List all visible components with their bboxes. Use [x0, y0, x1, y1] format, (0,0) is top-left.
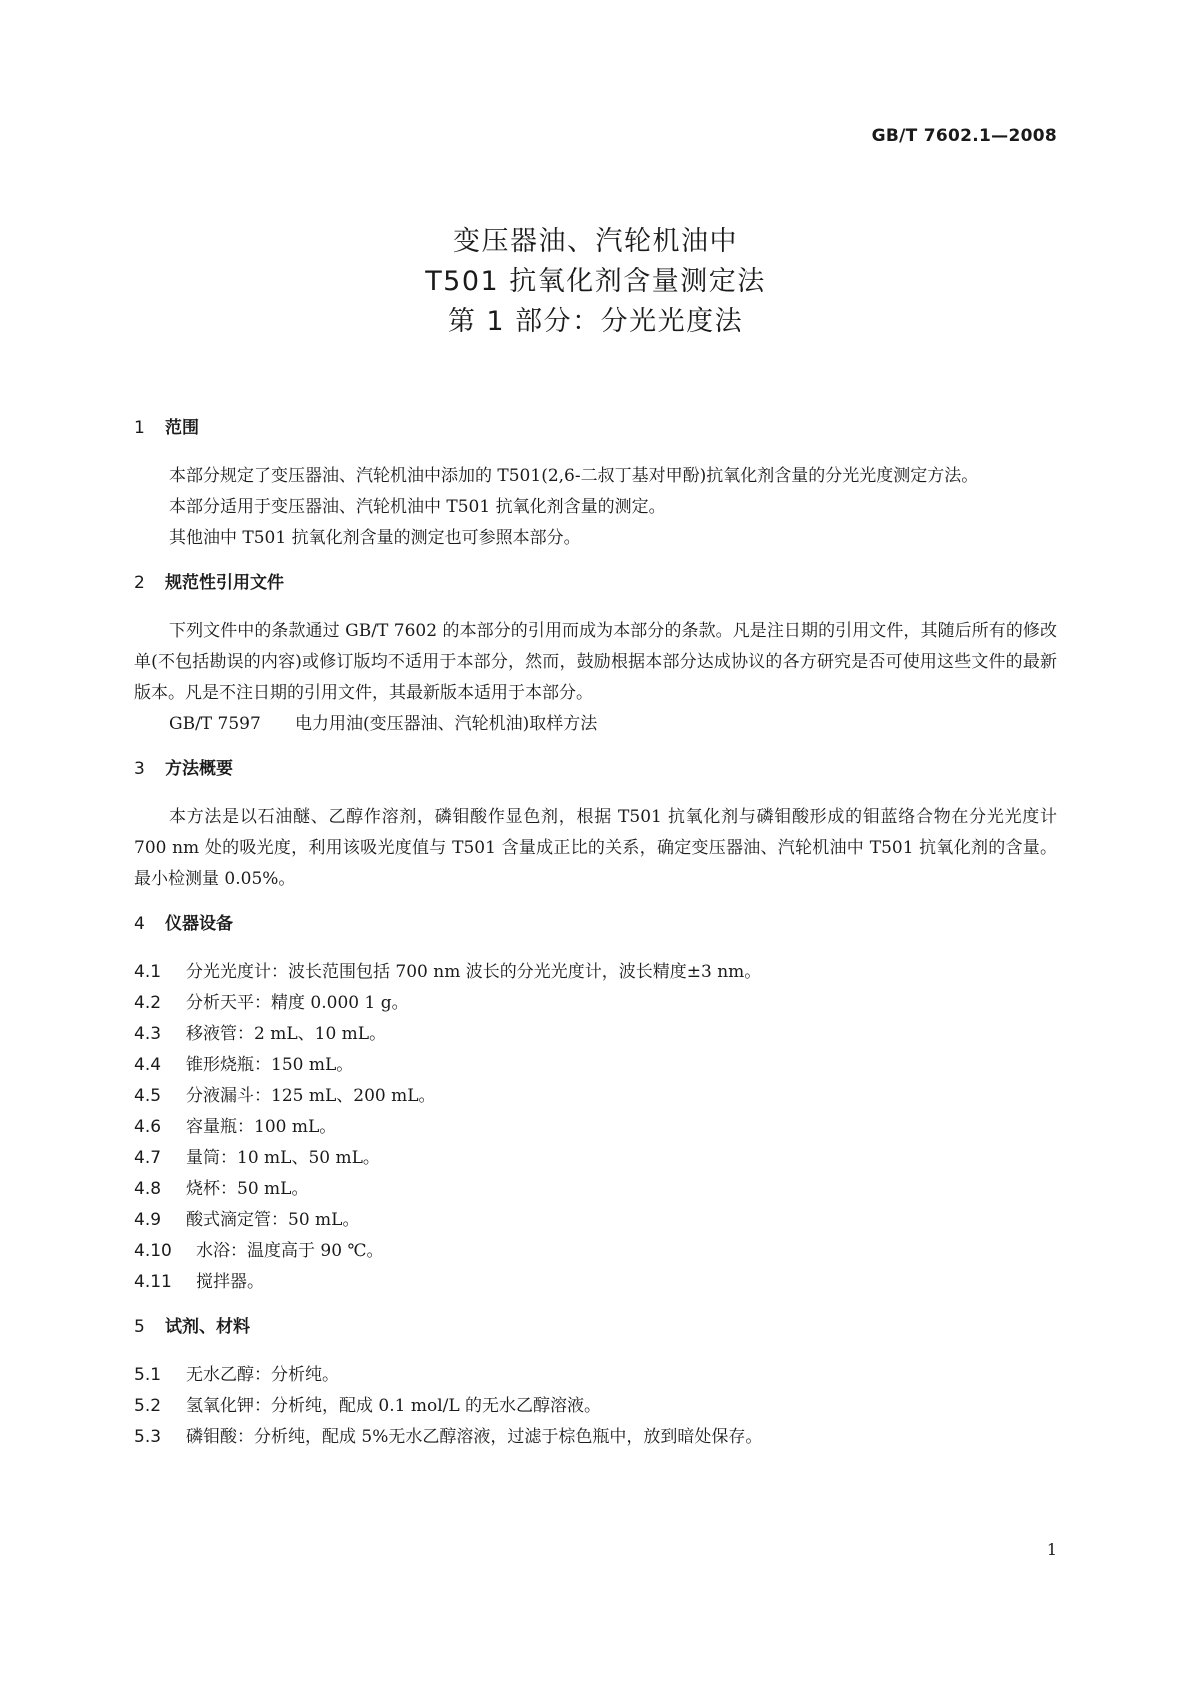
item-number: 4.9: [134, 1210, 162, 1230]
item-number: 5.3: [134, 1427, 162, 1447]
section-heading-method-summary: [134, 754, 1057, 785]
section-body-reagents: [134, 1360, 1057, 1453]
list-item: [134, 957, 1057, 988]
section-heading-reagents: [134, 1312, 1057, 1343]
section-title: 规范性引用文件: [165, 573, 284, 593]
item-text: 搅拌器。: [196, 1272, 264, 1292]
item-text: 移液管：2 mL、10 mL。: [186, 1024, 387, 1044]
title-line-1: 变压器油、汽轮机油中: [453, 226, 738, 257]
section-number: 5: [134, 1317, 145, 1337]
item-text: 量筒：10 mL、50 mL。: [186, 1148, 380, 1168]
paragraph: 本部分规定了变压器油、汽轮机油中添加的 T501(2,6-二叔丁基对甲酚)抗氧化剂含量的分光光度测定方法。: [169, 466, 979, 486]
section-body-apparatus: [134, 957, 1057, 1298]
list-item: [134, 1422, 1057, 1453]
section-body-method-summary: [134, 802, 1057, 895]
item-number: 5.1: [134, 1365, 162, 1385]
item-number: 5.2: [134, 1396, 162, 1416]
item-text: 磷钼酸：分析纯，配成 5%无水乙醇溶液，过滤于棕色瓶中，放到暗处保存。: [186, 1427, 763, 1447]
item-number: 4.7: [134, 1148, 162, 1168]
section-body-normative-references: [134, 616, 1057, 740]
list-item: [134, 1081, 1057, 1112]
section-body-scope: [134, 461, 1057, 554]
item-text: 无水乙醇：分析纯。: [186, 1365, 339, 1385]
list-item: [134, 1236, 1057, 1267]
section-title: 试剂、材料: [165, 1317, 250, 1337]
list-item: [134, 1360, 1057, 1391]
item-text: 容量瓶：100 mL。: [186, 1117, 337, 1137]
section-title: 范围: [165, 418, 199, 438]
document-title: [0, 222, 1191, 342]
item-number: 4.10: [134, 1241, 172, 1261]
list-item: [134, 1050, 1057, 1081]
list-item: [134, 1205, 1057, 1236]
reference-code: GB/T 7597: [169, 714, 261, 734]
item-text: 锥形烧瓶：150 mL。: [186, 1055, 354, 1075]
item-text: 酸式滴定管：50 mL。: [186, 1210, 360, 1230]
list-item: [134, 1267, 1057, 1298]
item-text: 分析天平：精度 0.000 1 g。: [186, 993, 409, 1013]
section-heading-scope: [134, 413, 1057, 444]
item-number: 4.1: [134, 962, 162, 982]
list-item: [134, 1391, 1057, 1422]
item-text: 氢氧化钾：分析纯，配成 0.1 mol/L 的无水乙醇溶液。: [186, 1396, 602, 1416]
list-item: [134, 1019, 1057, 1050]
paragraph: 下列文件中的条款通过 GB/T 7602 的本部分的引用而成为本部分的条款。凡是注日期的引用文件，其随后所有的修改单(不包括勘误的内容)或修订版均不适用于本部分，然而，鼓励根据本部分达成协议的各方研究是否可使用这些文件的最新版本。凡是不注日期的引用文件，其最新版本适用于本部分。: [134, 621, 1057, 703]
section-title: 仪器设备: [165, 914, 233, 934]
item-number: 4.11: [134, 1272, 172, 1292]
list-item: [134, 1174, 1057, 1205]
title-line-2: T501 抗氧化剂含量测定法: [425, 266, 766, 297]
list-item: [134, 1143, 1057, 1174]
item-text: 分光光度计：波长范围包括 700 nm 波长的分光光度计，波长精度±3 nm。: [186, 962, 762, 982]
section-title: 方法概要: [165, 759, 233, 779]
item-number: 4.4: [134, 1055, 162, 1075]
title-line-3: 第 1 部分：分光光度法: [447, 306, 744, 337]
paragraph: 本部分适用于变压器油、汽轮机油中 T501 抗氧化剂含量的测定。: [169, 497, 666, 517]
item-number: 4.6: [134, 1117, 162, 1137]
item-text: 水浴：温度高于 90 ℃。: [196, 1241, 384, 1261]
paragraph: 其他油中 T501 抗氧化剂含量的测定也可参照本部分。: [169, 528, 581, 548]
item-text: 分液漏斗：125 mL、200 mL。: [186, 1086, 436, 1106]
standard-code: GB/T 7602.1—2008: [871, 126, 1057, 146]
reference-entry: [169, 709, 1057, 740]
document-body: [134, 413, 1057, 1467]
paragraph: 本方法是以石油醚、乙醇作溶剂，磷钼酸作显色剂，根据 T501 抗氧化剂与磷钼酸形成的钼蓝络合物在分光光度计 700 nm 处的吸光度，利用该吸光度值与 T501 含量成正比的关系，确定变压器油、汽轮机油中 T501 抗氧化剂的含量。最小检测量 0.05%。: [134, 807, 1057, 889]
item-text: 烧杯：50 mL。: [186, 1179, 309, 1199]
section-number: 2: [134, 573, 145, 593]
list-item: [134, 988, 1057, 1019]
item-number: 4.2: [134, 993, 162, 1013]
item-number: 4.8: [134, 1179, 162, 1199]
reference-title: 电力用油(变压器油、汽轮机油)取样方法: [295, 714, 598, 734]
list-item: [134, 1112, 1057, 1143]
item-number: 4.5: [134, 1086, 162, 1106]
section-heading-apparatus: [134, 909, 1057, 940]
page-number: 1: [1046, 1540, 1057, 1559]
section-number: 4: [134, 914, 145, 934]
section-number: 3: [134, 759, 145, 779]
item-number: 4.3: [134, 1024, 162, 1044]
section-number: 1: [134, 418, 145, 438]
section-heading-normative-references: [134, 568, 1057, 599]
